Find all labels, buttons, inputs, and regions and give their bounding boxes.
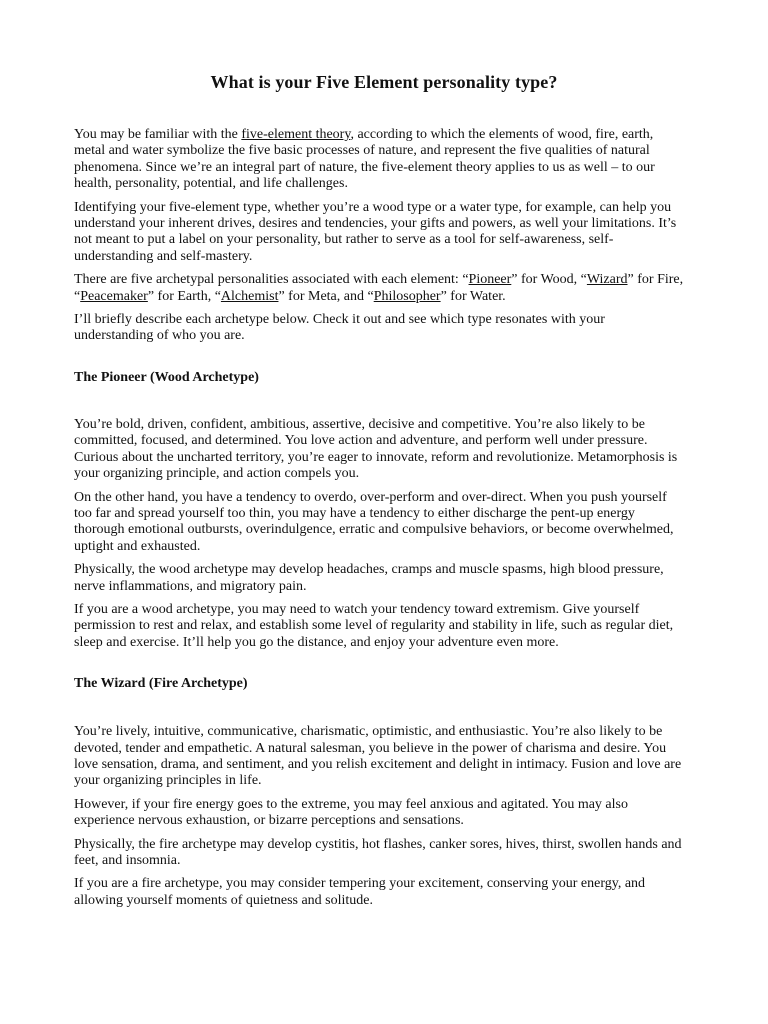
wizard-link[interactable]: Wizard [586, 272, 628, 288]
pioneer-paragraph-3: Physically, the wood archetype may develop headaches, cramps and muscle spasms, high blood pressure, nerve inflammations, and migratory pain. [74, 562, 664, 594]
page-title: What is your Five Element personality type? [210, 72, 558, 92]
five-element-theory-link[interactable]: five-element theory [241, 127, 351, 142]
pioneer-heading: The Pioneer (Wood Archetype) [74, 369, 259, 385]
wizard-paragraph-1: You’re lively, intuitive, communicative, charismatic, optimistic, and enthusiastic. You’re also likely to be devoted, tender and empathetic. A natural salesman, you believe in the power of charisma and desire. You love sensation, drama, and sentiment, and you relish excitement and delight in intimacy. Fusion and love are your organizing principles in life. [74, 724, 682, 789]
intro-paragraph-3 [74, 272, 684, 305]
alchemist-link[interactable]: Alchemist [220, 288, 279, 304]
wizard-paragraph-2: However, if your fire energy goes to the extreme, you may feel anxious and agitated. You may also experience nervous exhaustion, or bizarre perceptions and sensations. [74, 796, 628, 829]
text-span: ” for Water. [440, 288, 506, 304]
wizard-paragraph-3: Physically, the fire archetype may develop cystitis, hot flashes, canker sores, hives, thirst, swollen hands and feet, and insomnia. [74, 836, 682, 868]
text-span: , according to which the elements of wood, fire, earth, metal and water symbolize the five basic processes of nature, and represent the five qualities of natural phenomena. Since we’re an integral part of nature, the five-element theory applies to us as well – to our health, personality, potential, and life challenges. [74, 127, 655, 192]
wizard-heading: The Wizard (Fire Archetype) [74, 676, 248, 692]
pioneer-paragraph-4: If you are a wood archetype, you may need to watch your tendency toward extremism. Give yourself permission to rest and relax, and establish some level of regularity and stability in life, such as regular diet, sleep and exercise. It’ll help you go the distance, and enjoy your adventure even more. [74, 601, 674, 650]
pioneer-paragraph-2: On the other hand, you have a tendency to overdo, over-perform and over-direct. When you push yourself too far and spread yourself too thin, you may have a tendency to either discharge the pent-up energy thorough emotional outbursts, overindulgence, erratic and compulsive behaviors, or become overwhelmed, uptight and exhausted. [74, 489, 674, 554]
text-span: There are five archetypal personalities associated with each element: “ [74, 272, 469, 288]
text-span: You may be familiar with the [74, 127, 242, 142]
intro-paragraph-4: I’ll briefly describe each archetype below. Check it out and see which type resonates with your understanding of who you are. [74, 312, 605, 344]
text-span: ” for Earth, “ [147, 288, 221, 304]
philosopher-link[interactable]: Philosopher [373, 288, 441, 304]
pioneer-link[interactable]: Pioneer [468, 272, 512, 288]
intro-paragraph-2: Identifying your five-element type, whether you’re a wood type or a water type, for example, can help you understand your inherent drives, desires and tendencies, your gifts and powers, as well your limitations. It’s not meant to put a label on your personality, but rather to serve as a tool for self-awareness, self-understanding and self-mastery. [74, 199, 677, 264]
text-span: ” for Wood, “ [511, 272, 587, 288]
text-span: ” for Meta, and “ [278, 288, 374, 304]
intro-paragraph-1 [74, 127, 684, 193]
peacemaker-link[interactable]: Peacemaker [80, 288, 148, 304]
wizard-paragraph-4: If you are a fire archetype, you may consider tempering your excitement, conserving your energy, and allowing yourself moments of quietness and solitude. [74, 876, 646, 908]
text-span: ” for Fire, “ [74, 272, 684, 304]
pioneer-paragraph-1: You’re bold, driven, confident, ambitious, assertive, decisive and competitive. You’re also likely to be committed, focused, and determined. You love action and adventure, and perform well under pressure. Curious about the uncharted territory, you’re eager to innovate, reform and revolutionize. Metamorphosis is your organizing principle, and action compels you. [74, 416, 678, 482]
